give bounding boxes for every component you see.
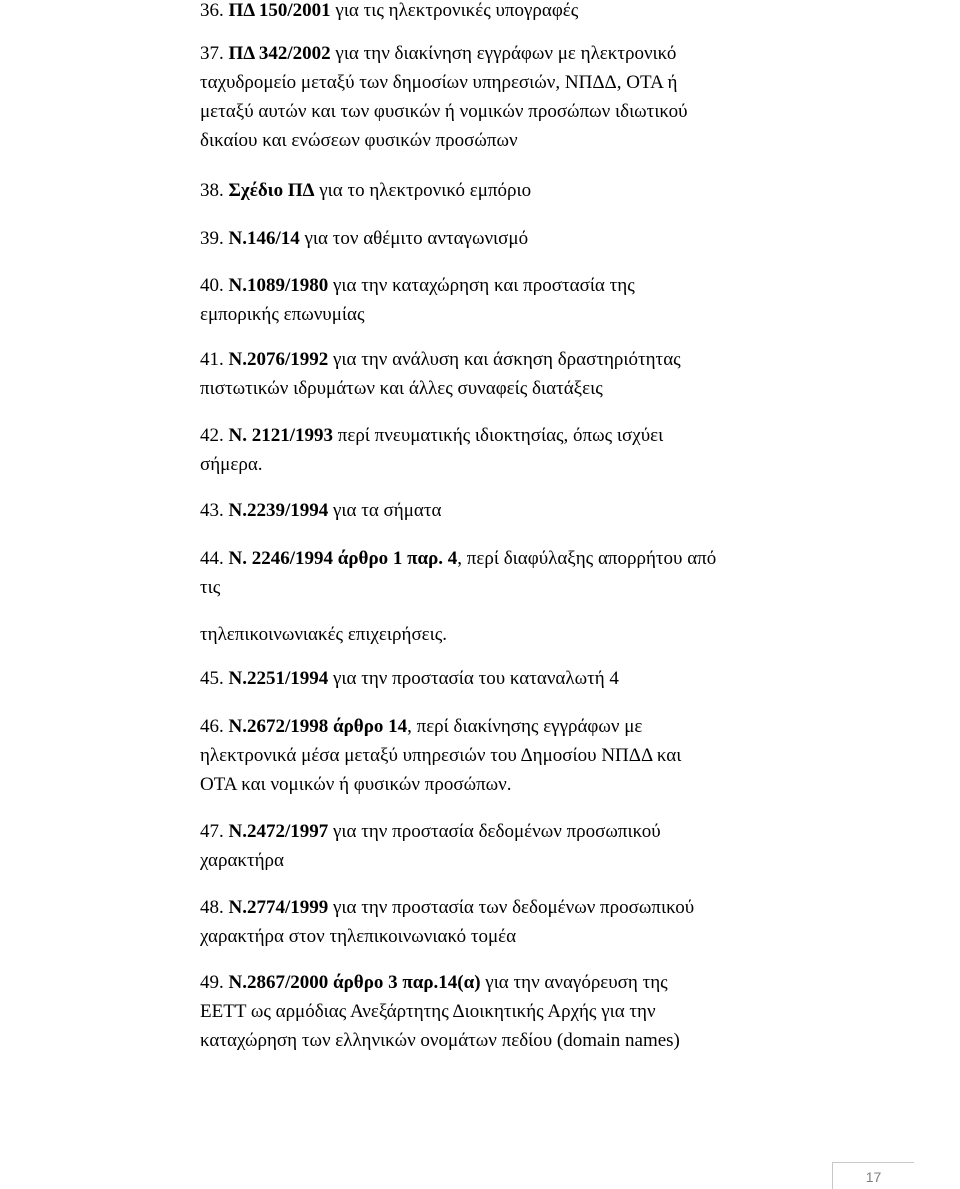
item-text: για την αναγόρευση της bbox=[480, 972, 668, 993]
law-reference: Ν.2774/1999 bbox=[228, 897, 329, 918]
law-reference: Ν.2239/1994 bbox=[228, 500, 329, 521]
list-item-line bbox=[200, 496, 820, 525]
list-item-line bbox=[200, 620, 820, 649]
law-reference: Ν.146/14 bbox=[228, 228, 300, 249]
list-item-47 bbox=[200, 817, 820, 875]
law-reference: Σχέδιο ΠΔ bbox=[228, 180, 315, 201]
item-text: , περί διαφύλαξης απορρήτου από bbox=[457, 548, 717, 569]
list-item-36 bbox=[200, 0, 820, 25]
item-text: για την καταχώρηση και προστασία της bbox=[328, 275, 635, 296]
item-text: 45. bbox=[200, 668, 229, 689]
item-text: 40. bbox=[200, 275, 229, 296]
list-item-line bbox=[200, 271, 820, 300]
item-text: για την διακίνηση εγγράφων με ηλεκτρονικό bbox=[330, 43, 677, 64]
list-item-line bbox=[200, 421, 820, 450]
item-text: για την ανάλυση και άσκηση δραστηριότητας bbox=[328, 349, 681, 370]
item-text: πιστωτικών ιδρυμάτων και άλλες συναφείς διατάξεις bbox=[200, 378, 603, 399]
list-item-line bbox=[200, 664, 820, 693]
item-text: δικαίου και ενώσεων φυσικών προσώπων bbox=[200, 130, 518, 151]
law-reference: Ν.2472/1997 bbox=[228, 821, 329, 842]
item-text: ηλεκτρονικά μέσα μεταξύ υπηρεσιών του Δημοσίου ΝΠΔΔ και bbox=[200, 745, 682, 766]
list-item-line bbox=[200, 126, 820, 155]
list-item-line bbox=[200, 224, 820, 253]
list-item-line bbox=[200, 450, 820, 479]
law-reference: ΠΔ 150/2001 bbox=[228, 0, 331, 21]
list-item-45 bbox=[200, 664, 820, 693]
item-text: καταχώρηση των ελληνικών ονομάτων πεδίου (domain names) bbox=[200, 1030, 680, 1051]
list-item-line bbox=[200, 68, 820, 97]
list-item-39 bbox=[200, 224, 820, 253]
list-item-48 bbox=[200, 893, 820, 951]
law-reference: Ν.2867/2000 άρθρο 3 παρ.14(α) bbox=[228, 972, 481, 993]
item-text: σήμερα. bbox=[200, 454, 263, 475]
item-text: ταχυδρομείο μεταξύ των δημοσίων υπηρεσιών, ΝΠΔΔ, ΟΤΑ ή bbox=[200, 72, 678, 93]
list-item-line bbox=[200, 741, 820, 770]
item-text: 38. bbox=[200, 180, 229, 201]
item-text: τις bbox=[200, 577, 221, 598]
law-reference: Ν.2076/1992 bbox=[228, 349, 329, 370]
list-item-line bbox=[200, 846, 820, 875]
law-reference: Ν. 2121/1993 bbox=[228, 425, 333, 446]
item-text: χαρακτήρα bbox=[200, 850, 284, 871]
item-text: εμπορικής επωνυμίας bbox=[200, 304, 365, 325]
law-reference: ΠΔ 342/2002 bbox=[228, 43, 331, 64]
list-item-line bbox=[200, 374, 820, 403]
law-reference: Ν.2672/1998 άρθρο 14 bbox=[228, 716, 408, 737]
item-text: 41. bbox=[200, 349, 229, 370]
list-item-line bbox=[200, 573, 820, 602]
item-text: ΕΕΤΤ ως αρμόδιας Ανεξάρτητης Διοικητικής Αρχής για την bbox=[200, 1001, 656, 1022]
item-text: 48. bbox=[200, 897, 229, 918]
item-text: , περί διακίνησης εγγράφων με bbox=[407, 716, 643, 737]
list-item-line bbox=[200, 770, 820, 799]
list-item-49 bbox=[200, 968, 820, 1055]
item-text: 46. bbox=[200, 716, 229, 737]
list-item-line bbox=[200, 922, 820, 951]
list-item-line bbox=[200, 345, 820, 374]
item-text: 37. bbox=[200, 43, 229, 64]
item-text: για τον αθέμιτο ανταγωνισμό bbox=[299, 228, 529, 249]
list-item-line bbox=[200, 176, 820, 205]
item-text: για το ηλεκτρονικό εμπόριο bbox=[314, 180, 532, 201]
item-text: 44. bbox=[200, 548, 229, 569]
item-text: 47. bbox=[200, 821, 229, 842]
item-text: χαρακτήρα στον τηλεπικοινωνιακό τομέα bbox=[200, 926, 517, 947]
list-item-line bbox=[200, 300, 820, 329]
list-item-43 bbox=[200, 496, 820, 525]
list-item-line bbox=[200, 0, 820, 25]
list-item-line bbox=[200, 1026, 820, 1055]
item-text: για τις ηλεκτρονικές υπογραφές bbox=[330, 0, 579, 21]
item-text: μεταξύ αυτών και των φυσικών ή νομικών προσώπων ιδιωτικού bbox=[200, 101, 688, 122]
list-item-line bbox=[200, 97, 820, 126]
item-text: για την προστασία δεδομένων προσωπικού bbox=[328, 821, 661, 842]
item-text: ΟΤΑ και νομικών ή φυσικών προσώπων. bbox=[200, 774, 512, 795]
item-text: 43. bbox=[200, 500, 229, 521]
item-text: 36. bbox=[200, 0, 229, 21]
list-item-line bbox=[200, 968, 820, 997]
law-reference: Ν.1089/1980 bbox=[228, 275, 329, 296]
list-item-37 bbox=[200, 39, 820, 155]
list-item-line bbox=[200, 817, 820, 846]
item-text: για τα σήματα bbox=[328, 500, 442, 521]
item-text: 49. bbox=[200, 972, 229, 993]
list-item-line bbox=[200, 39, 820, 68]
list-item-line bbox=[200, 712, 820, 741]
list-item-41 bbox=[200, 345, 820, 403]
list-item-46 bbox=[200, 712, 820, 799]
item-text: 39. bbox=[200, 228, 229, 249]
list-item-38 bbox=[200, 176, 820, 205]
list-item-44 bbox=[200, 544, 820, 649]
law-reference: Ν.2251/1994 bbox=[228, 668, 329, 689]
list-item-line bbox=[200, 893, 820, 922]
law-reference: Ν. 2246/1994 άρθρο 1 παρ. 4 bbox=[228, 548, 458, 569]
item-text: για την προστασία του καταναλωτή 4 bbox=[328, 668, 619, 689]
item-text: τηλεπικοινωνιακές επιχειρήσεις. bbox=[200, 624, 448, 645]
list-item-line bbox=[200, 997, 820, 1026]
item-text: περί πνευματικής ιδιοκτησίας, όπως ισχύει bbox=[333, 425, 664, 446]
list-item-40 bbox=[200, 271, 820, 329]
list-item-42 bbox=[200, 421, 820, 479]
item-text: 42. bbox=[200, 425, 229, 446]
item-text: για την προστασία των δεδομένων προσωπικού bbox=[328, 897, 695, 918]
page-number: 17 bbox=[865, 1169, 882, 1185]
list-item-line bbox=[200, 544, 820, 573]
page-number-box bbox=[832, 1162, 914, 1189]
